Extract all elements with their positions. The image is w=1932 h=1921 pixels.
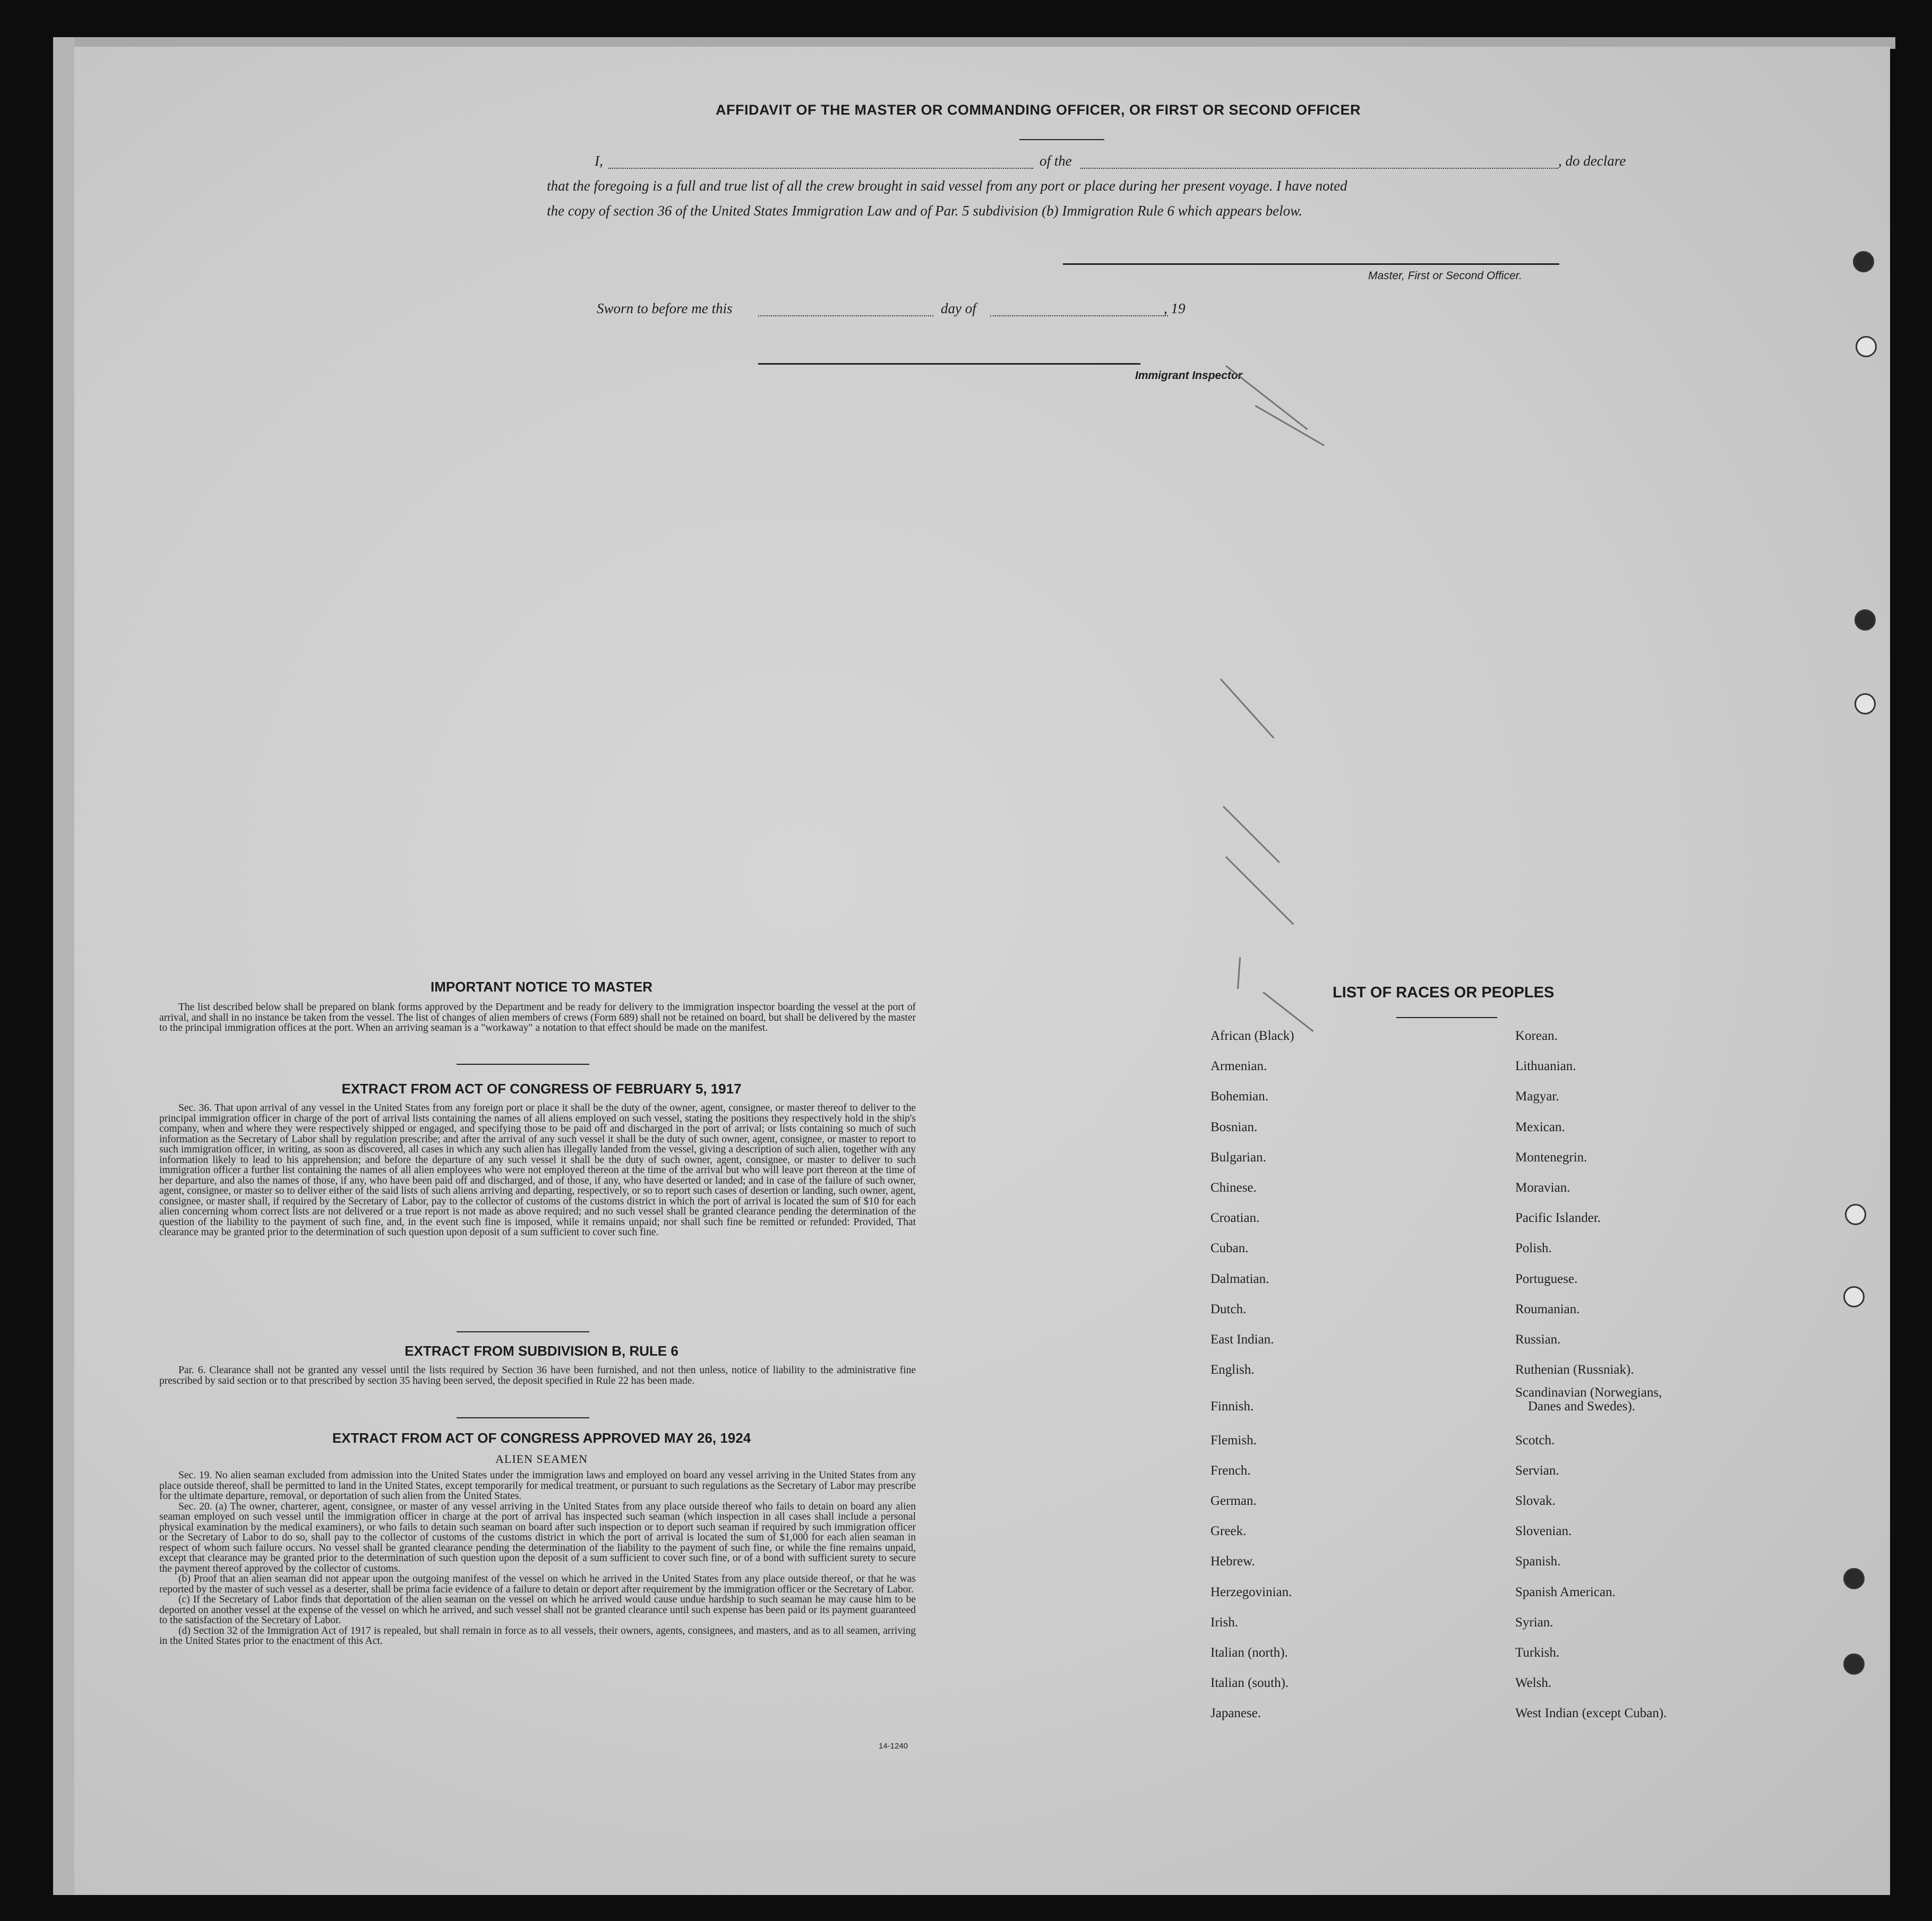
- race-item: Bulgarian.: [1210, 1150, 1266, 1165]
- extract-rule6-text: [159, 1365, 916, 1386]
- races-divider: [1396, 1017, 1497, 1018]
- inspector-signature-line[interactable]: [758, 363, 1140, 365]
- sec-36-paragraph: Sec. 36. That upon arrival of any vessel in the United States from any foreign port or place it shall be the duty of the owner, agent, consignee, or master thereof to deliver to the principal immigration officer in charge of the port of arrival lists containing the names of all aliens employed on such vessel, stating the positions they respectively hold in the ship's company, when and where they were respectively shipped or engaged, and specifying those to be paid off and discharged in the port of arrival; or lists containing so much of such information as the Secretary of Labor shall by regulation prescribe; and after the arrival of any such vessel it shall be the duty of such owner, agent, consignee, or master to report to such immigration officer, in writing, as soon as discovered, all cases in which any such alien has illegally landed from the vessel, giving a description of such alien, together with any information likely to lead to his apprehension; and before the departure of any such vessel it shall be the duty of such owner, agent, consignee, or master to deliver to such immigration officer a further list containing the names of all alien employees who were not employed thereon at the time of the arrival but who will leave port thereon at the time of her departure, and also the names of those, if any, who have been paid off and discharged, and of those, if any, who have deserted or landed; and in case of the failure of such owner, agent, consignee, or master so to deliver either of the said lists of such aliens arriving and departing, respectively, or so to report such cases of desertion or landing, such owner, agent, consignee, or master shall, if required by the Secretary of Labor, pay to the collector of customs of the customs district in which the port of arrival is located the sum of $10 for each alien concerning whom correct lists are not delivered or a true report is not made as above required; and no such vessel shall be granted clearance pending the determination of the question of the liability to the payment of such fine, and, in the event such fine is imposed, while it remains unpaid; nor shall such fine be remitted or refunded: Provided, That clearance may be granted prior to the determination of such question upon deposit of a sum sufficient to cover such fine.: [159, 1102, 916, 1238]
- section-divider: [457, 1064, 589, 1065]
- race-item: Polish.: [1515, 1241, 1552, 1255]
- affidavit-declare-label: , do declare: [1558, 153, 1626, 169]
- race-item: Lithuanian.: [1515, 1059, 1576, 1073]
- pencil-mark: [1255, 405, 1325, 446]
- extract-1924-title: EXTRACT FROM ACT OF CONGRESS APPROVED MAY 26, 1924: [332, 1430, 751, 1446]
- binder-hole: [1843, 1568, 1865, 1589]
- binder-hole: [1843, 1286, 1865, 1307]
- vessel-field[interactable]: [1080, 168, 1558, 169]
- sec-20a-paragraph: Sec. 20. (a) The owner, charterer, agent, consignee, or master of any vessel arriving in the United States from any place outside thereof who fails to detain on board any alien seaman employed on such vessel until the immigration officer in charge at the port of arrival has inspected such seaman (which inspection in all cases shall include a personal physical examination by the medical examiners), or who fails to detain such seaman on board after such inspection or to deport such seaman if required by such immigration officer or the Secretary of Labor to do so, shall pay to the collector of customs of the customs district in which the port of arrival is located the sum of $1,000 for each alien seaman in respect of whom such failure occurs. No vessel shall be granted clearance pending the determination of the liability to the payment of such fine, or while the fine remains unpaid, except that clearance may be granted prior to the determination of such question upon the deposit of a sum sufficient to cover such fine, or of a bond with sufficient surety to secure the payment thereof approved by the collector of customs.: [159, 1501, 916, 1574]
- race-item: Spanish American.: [1515, 1585, 1616, 1599]
- form-number: 14-1240: [879, 1742, 908, 1751]
- affidavit-line2: that the foregoing is a full and true list of all the crew brought in said vessel from any port or place during her present voyage. I have noted: [547, 178, 1347, 194]
- notice-text: [159, 1002, 916, 1033]
- race-item: African (Black): [1210, 1029, 1294, 1043]
- pencil-mark: [1225, 365, 1308, 430]
- race-item: East Indian.: [1210, 1332, 1274, 1347]
- race-item: Welsh.: [1515, 1676, 1552, 1690]
- extract-1924-subtitle: ALIEN SEAMEN: [495, 1452, 588, 1466]
- race-item: Chinese.: [1210, 1181, 1257, 1195]
- race-item: Irish.: [1210, 1615, 1239, 1630]
- race-item: Scandinavian (Norwegians,: [1515, 1385, 1662, 1400]
- race-item: Greek.: [1210, 1524, 1247, 1538]
- sheet-left-edge: [53, 37, 74, 1895]
- pencil-mark: [1263, 992, 1313, 1032]
- race-item: Turkish.: [1515, 1646, 1560, 1660]
- extract-1917-title: EXTRACT FROM ACT OF CONGRESS OF FEBRUARY 5, 1917: [341, 1081, 742, 1097]
- master-caption: Master, First or Second Officer.: [1368, 270, 1522, 282]
- affidavit-of-label: of the: [1040, 153, 1072, 169]
- race-item: Danes and Swedes).: [1528, 1399, 1636, 1414]
- race-item: Bosnian.: [1210, 1120, 1258, 1134]
- race-item: Italian (north).: [1210, 1646, 1288, 1660]
- notice-paragraph: The list described below shall be prepared on blank forms approved by the Department and be ready for delivery to the immigration inspector boarding the vessel at the port of arrival, and shall in no instance be taken from the vessel. The list of changes of alien members of crews (Form 689) shall not be retained on board, but shall be delivered by the master to the principal immigration offices at the port. When an arriving seaman is a "workaway" a notation to that effect should be made on the manifest.: [159, 1002, 916, 1033]
- race-item: Korean.: [1515, 1029, 1558, 1043]
- race-item: Mexican.: [1515, 1120, 1565, 1134]
- extract-1924-text: [159, 1470, 916, 1647]
- race-item: Portuguese.: [1515, 1272, 1578, 1286]
- race-item: Hebrew.: [1210, 1554, 1255, 1569]
- pencil-mark: [1220, 678, 1275, 738]
- race-item: Japanese.: [1210, 1706, 1261, 1720]
- section-divider: [457, 1417, 589, 1418]
- sec-20d-paragraph: (d) Section 32 of the Immigration Act of 1917 is repealed, but shall remain in force as to all vessels, their owners, agents, consignees, and masters, and as to all seamen, arriving in the United States prior to the enactment of this Act.: [159, 1625, 916, 1647]
- sworn-day-field[interactable]: [758, 315, 933, 316]
- races-title: LIST OF RACES OR PEOPLES: [1333, 984, 1555, 1001]
- binder-hole: [1856, 336, 1877, 357]
- race-item: Finnish.: [1210, 1399, 1254, 1414]
- race-item: Croatian.: [1210, 1211, 1260, 1225]
- title-divider: [1019, 139, 1104, 140]
- binder-hole: [1854, 693, 1876, 714]
- race-item: Ruthenian (Russniak).: [1515, 1363, 1634, 1377]
- race-item: Bohemian.: [1210, 1089, 1269, 1104]
- par-6-paragraph: Par. 6. Clearance shall not be granted any vessel until the lists required by Section 36 have been furnished, and not then unless, notice of liability to the administrative fine prescribed by said section or to that prescribed by section 35 having been served, the deposit specified in Rule 22 has been made.: [159, 1365, 916, 1386]
- race-item: French.: [1210, 1463, 1251, 1478]
- binder-hole: [1853, 251, 1874, 272]
- race-item: West Indian (except Cuban).: [1515, 1706, 1667, 1720]
- document-sheet: [74, 47, 1890, 1895]
- sworn-month-field[interactable]: [990, 315, 1168, 316]
- sec-20b-paragraph: (b) Proof that an alien seaman did not appear upon the outgoing manifest of the vessel on which he arrived in the United States from any place outside thereof, or that he was reported by the master of such vessel as a deserter, shall be prima facie evidence of a failure to detain or deport after requirement by the immigration officer or the Secretary of Labor.: [159, 1573, 916, 1595]
- master-signature-line[interactable]: [1063, 263, 1559, 265]
- inspector-caption: Immigrant Inspector: [1135, 369, 1242, 382]
- affidavit-line3: the copy of section 36 of the United States Immigration Law and of Par. 5 subdivision (b) Immigration Rule 6 which appears below.: [547, 203, 1302, 219]
- race-item: English.: [1210, 1363, 1255, 1377]
- race-item: Herzegovinian.: [1210, 1585, 1292, 1599]
- pencil-mark: [1225, 856, 1294, 925]
- sworn-prefix: Sworn to before me this: [597, 300, 733, 316]
- race-item: Montenegrin.: [1515, 1150, 1587, 1165]
- race-item: Italian (south).: [1210, 1676, 1289, 1690]
- binder-hole: [1854, 609, 1876, 631]
- race-item: Cuban.: [1210, 1241, 1249, 1255]
- race-item: Magyar.: [1515, 1089, 1559, 1104]
- race-item: Spanish.: [1515, 1554, 1561, 1569]
- affidavit-title: AFFIDAVIT OF THE MASTER OR COMMANDING OFFICER, OR FIRST OR SECOND OFFICER: [716, 102, 1361, 118]
- race-item: Scotch.: [1515, 1433, 1555, 1448]
- race-item: German.: [1210, 1494, 1257, 1508]
- race-item: Flemish.: [1210, 1433, 1257, 1448]
- extract-rule6-title: EXTRACT FROM SUBDIVISION B, RULE 6: [405, 1343, 679, 1359]
- name-field[interactable]: [608, 168, 1033, 169]
- race-item: Dalmatian.: [1210, 1272, 1269, 1286]
- sworn-year-label: , 19: [1164, 300, 1186, 316]
- race-item: Pacific Islander.: [1515, 1211, 1601, 1225]
- race-item: Servian.: [1515, 1463, 1559, 1478]
- sworn-day-label: day of: [941, 300, 976, 316]
- pencil-mark: [1223, 806, 1280, 863]
- race-item: Armenian.: [1210, 1059, 1267, 1073]
- extract-1917-text: [159, 1103, 916, 1238]
- pencil-mark: [1237, 957, 1241, 989]
- sec-19-paragraph: Sec. 19. No alien seaman excluded from admission into the United States under the immigration laws and employed on board any vessel arriving in the United States from any place outside thereof, shall be permitted to land in the United States, except temporarily for medical treatment, or pursuant to such regulations as the Secretary of Labor may prescribe for the ultimate departure, removal, or deportation of such alien from the United States.: [159, 1470, 916, 1502]
- binder-hole: [1843, 1653, 1865, 1675]
- race-item: Russian.: [1515, 1332, 1561, 1347]
- race-item: Syrian.: [1515, 1615, 1553, 1630]
- sec-20c-paragraph: (c) If the Secretary of Labor finds that deportation of the alien seaman on the vessel on which he arrived would cause undue hardship to such seaman he may cause him to be deported on another vessel at the expense of the vessel on which he arrived, and such vessel shall not be granted clearance until such expense has been paid or its payment guaranteed to the satisfaction of the Secretary of Labor.: [159, 1594, 916, 1626]
- race-item: Roumanian.: [1515, 1302, 1580, 1316]
- section-divider: [457, 1331, 589, 1332]
- race-item: Slovenian.: [1515, 1524, 1572, 1538]
- race-item: Slovak.: [1515, 1494, 1556, 1508]
- affidavit-i-label: I,: [595, 153, 603, 169]
- race-item: Dutch.: [1210, 1302, 1247, 1316]
- notice-title: IMPORTANT NOTICE TO MASTER: [431, 979, 652, 995]
- binder-hole: [1845, 1204, 1866, 1225]
- race-item: Moravian.: [1515, 1181, 1570, 1195]
